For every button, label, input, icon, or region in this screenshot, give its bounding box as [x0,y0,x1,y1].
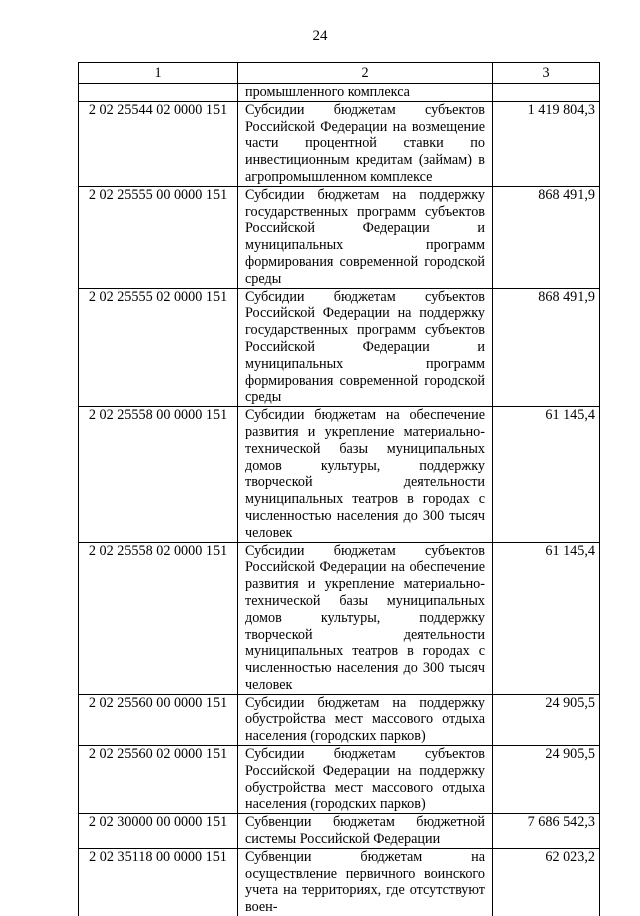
amount-cell: 1 419 804,3 [493,101,600,186]
table-row-continuation [79,84,600,102]
code-cell: 2 02 25555 00 0000 151 [79,186,238,288]
table-row [79,848,600,916]
code-cell: 2 02 25555 02 0000 151 [79,288,238,407]
code-cell: 2 02 25560 02 0000 151 [79,746,238,814]
description-cell: Субвенции бюджетам бюджетной системы Российской Федерации [238,814,493,849]
description-cell: Субвенции бюджетам на осуществление первичного воинского учета на территориях, где отсутствуют воен- [238,848,493,916]
description-cell: Субсидии бюджетам на обеспечение развития и укрепление материально-технической базы муниципальных домов культуры, поддержку творческой деятельности муниципальных театров в городах с численностью населения до 300 тысяч человек [238,407,493,542]
column-header-2: 2 [238,63,493,84]
table-row [79,288,600,407]
table-row [79,407,600,542]
column-header-1: 1 [79,63,238,84]
amount-cell: 24 905,5 [493,694,600,745]
amount-cell: 62 023,2 [493,848,600,916]
code-cell: 2 02 25558 00 0000 151 [79,407,238,542]
description-cell: Субсидии бюджетам субъектов Российской Федерации на возмещение части процентной ставки по инвестиционным кредитам (займам) в агропромышленном комплексе [238,101,493,186]
amount-cell: 61 145,4 [493,542,600,694]
description-cell: Субсидии бюджетам субъектов Российской Федерации на поддержку государственных программ субъектов Российской Федерации и муниципальных программ формирования современной городской среды [238,288,493,407]
table-row [79,746,600,814]
code-cell: 2 02 30000 00 0000 151 [79,814,238,849]
amount-cell: 7 686 542,3 [493,814,600,849]
amount-cell: 868 491,9 [493,288,600,407]
description-cell: Субсидии бюджетам на поддержку обустройства мест массового отдыха населения (городских парков) [238,694,493,745]
code-cell: 2 02 25558 02 0000 151 [79,542,238,694]
table-row [79,814,600,849]
description-cell: Субсидии бюджетам на поддержку государственных программ субъектов Российской Федерации и муниципальных программ формирования современной городской среды [238,186,493,288]
amount-cell: 61 145,4 [493,407,600,542]
description-cell: Субсидии бюджетам субъектов Российской Федерации на поддержку обустройства мест массового отдыха населения (городских парков) [238,746,493,814]
budget-revenue-table [78,62,600,916]
page-number: 24 [312,28,328,44]
description-cell: промышленного комплекса [238,84,493,102]
amount-cell [493,84,600,102]
code-cell: 2 02 25544 02 0000 151 [79,101,238,186]
code-cell: 2 02 25560 00 0000 151 [79,694,238,745]
code-cell [79,84,238,102]
description-cell: Субсидии бюджетам субъектов Российской Федерации на обеспечение развития и укрепление материально-технической базы муниципальных домов культуры, поддержку творческой деятельности муниципальных театров в городах с численностью населения до 300 тысяч человек [238,542,493,694]
table-row [79,542,600,694]
column-header-3: 3 [493,63,600,84]
code-cell: 2 02 35118 00 0000 151 [79,848,238,916]
table-row [79,694,600,745]
amount-cell: 868 491,9 [493,186,600,288]
table-row [79,186,600,288]
table-header-row [79,63,600,84]
amount-cell: 24 905,5 [493,746,600,814]
table-row [79,101,600,186]
